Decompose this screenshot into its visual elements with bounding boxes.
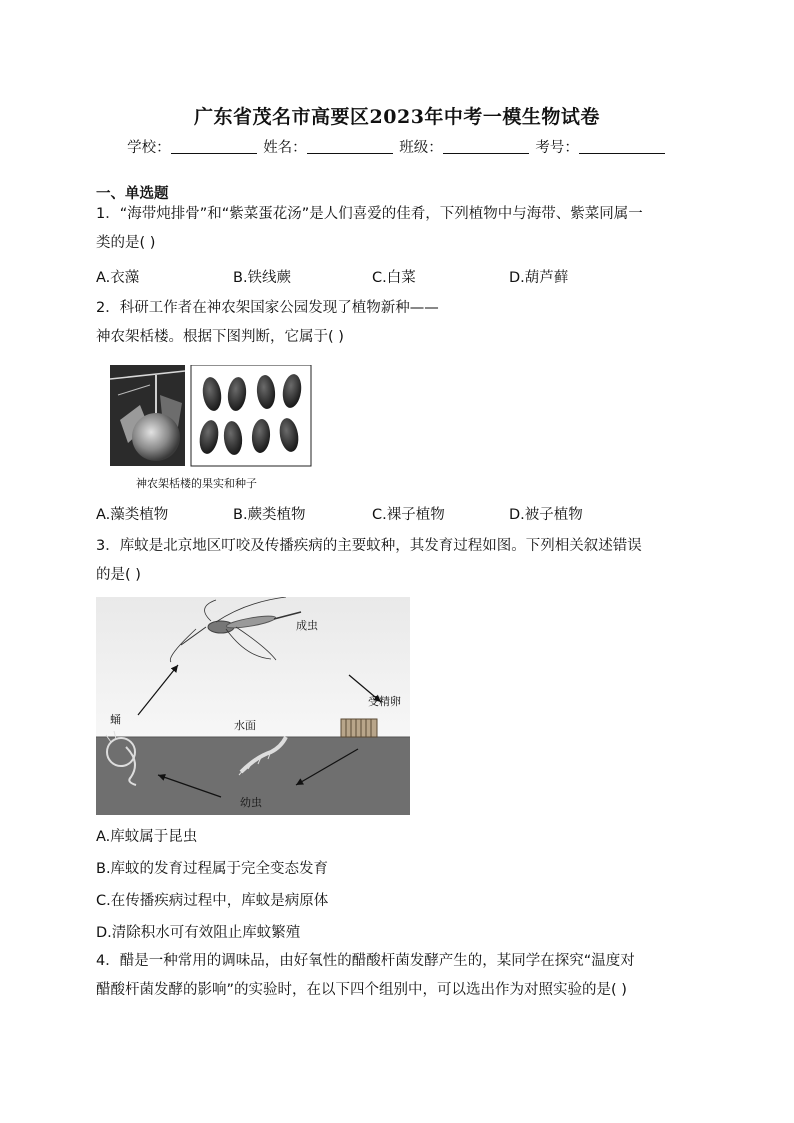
- question-3: [96, 532, 706, 590]
- question-1-line-2: 类的是( ): [96, 235, 156, 251]
- question-1-line-1: 1．“海带炖排骨”和“紫菜蛋花汤”是人们喜爱的佳肴，下列植物中与海带、紫菜同属一: [96, 206, 643, 222]
- label-water-surface: 水面: [234, 719, 256, 732]
- question-2-options: [96, 503, 706, 525]
- question-2-line-1: 2．科研工作者在神农架国家公园发现了植物新种——: [96, 300, 439, 316]
- question-4: [96, 947, 716, 1005]
- label-adult: 成虫: [296, 619, 318, 632]
- q3-option-d[interactable]: D.清除积水可有效阻止库蚊繁殖: [96, 925, 301, 941]
- page-title: 广东省茂名市高要区2023年中考一模生物试卷: [194, 106, 600, 128]
- figure-caption: 神农架栝楼的果实和种子: [136, 477, 257, 490]
- fruit-seed-figure: [110, 365, 315, 469]
- school-label: 学校：: [127, 140, 171, 156]
- question-1-options: [96, 266, 706, 288]
- question-2: [96, 294, 706, 352]
- question-3-line-2: 的是( ): [96, 567, 141, 583]
- label-egg: 受精卵: [368, 695, 401, 708]
- q2-option-b[interactable]: B.蕨类植物: [233, 507, 306, 523]
- q3-option-a[interactable]: A.库蚊属于昆虫: [96, 829, 198, 845]
- question-4-line-2: 醋酸杆菌发酵的影响”的实验时，在以下四个组别中，可以选出作为对照实验的是( ): [96, 982, 627, 998]
- label-larva: 幼虫: [240, 796, 262, 809]
- q3-option-c[interactable]: C.在传播疾病过程中，库蚊是病原体: [96, 893, 329, 909]
- class-blank[interactable]: [443, 139, 529, 154]
- question-3-line-1: 3．库蚊是北京地区叮咬及传播疾病的主要蚊种，其发育过程如图。下列相关叙述错误: [96, 538, 642, 554]
- q2-option-c[interactable]: C.裸子植物: [372, 507, 445, 523]
- name-blank[interactable]: [307, 139, 393, 154]
- q1-option-b[interactable]: B.铁线蕨: [233, 270, 292, 286]
- q3-option-b[interactable]: B.库蚊的发育过程属于完全变态发育: [96, 861, 329, 877]
- name-label: 姓名：: [263, 140, 307, 156]
- seeds-photo: [191, 365, 311, 466]
- question-1: [96, 200, 706, 258]
- exam-number-blank[interactable]: [579, 139, 665, 154]
- exam-number-label: 考号：: [535, 140, 579, 156]
- q1-option-c[interactable]: C.白菜: [372, 270, 416, 286]
- school-blank[interactable]: [171, 139, 257, 154]
- q1-option-a[interactable]: A.衣藻: [96, 270, 140, 286]
- question-4-line-1: 4．醋是一种常用的调味品，由好氧性的醋酸杆菌发酵产生的，某同学在探究“温度对: [96, 953, 635, 969]
- fruit-photo: [110, 365, 185, 466]
- label-pupa: 蛹: [110, 713, 121, 726]
- q1-option-d[interactable]: D.葫芦藓: [509, 270, 569, 286]
- student-info-row: [0, 136, 794, 157]
- mosquito-lifecycle-figure: [96, 597, 410, 815]
- class-label: 班级：: [399, 140, 443, 156]
- egg-raft-icon: [341, 719, 377, 737]
- section-heading: 一、单选题: [96, 186, 169, 202]
- question-2-line-2: 神农架栝楼。根据下图判断，它属于( ): [96, 329, 344, 345]
- q2-option-d[interactable]: D.被子植物: [509, 507, 583, 523]
- q2-option-a[interactable]: A.藻类植物: [96, 507, 169, 523]
